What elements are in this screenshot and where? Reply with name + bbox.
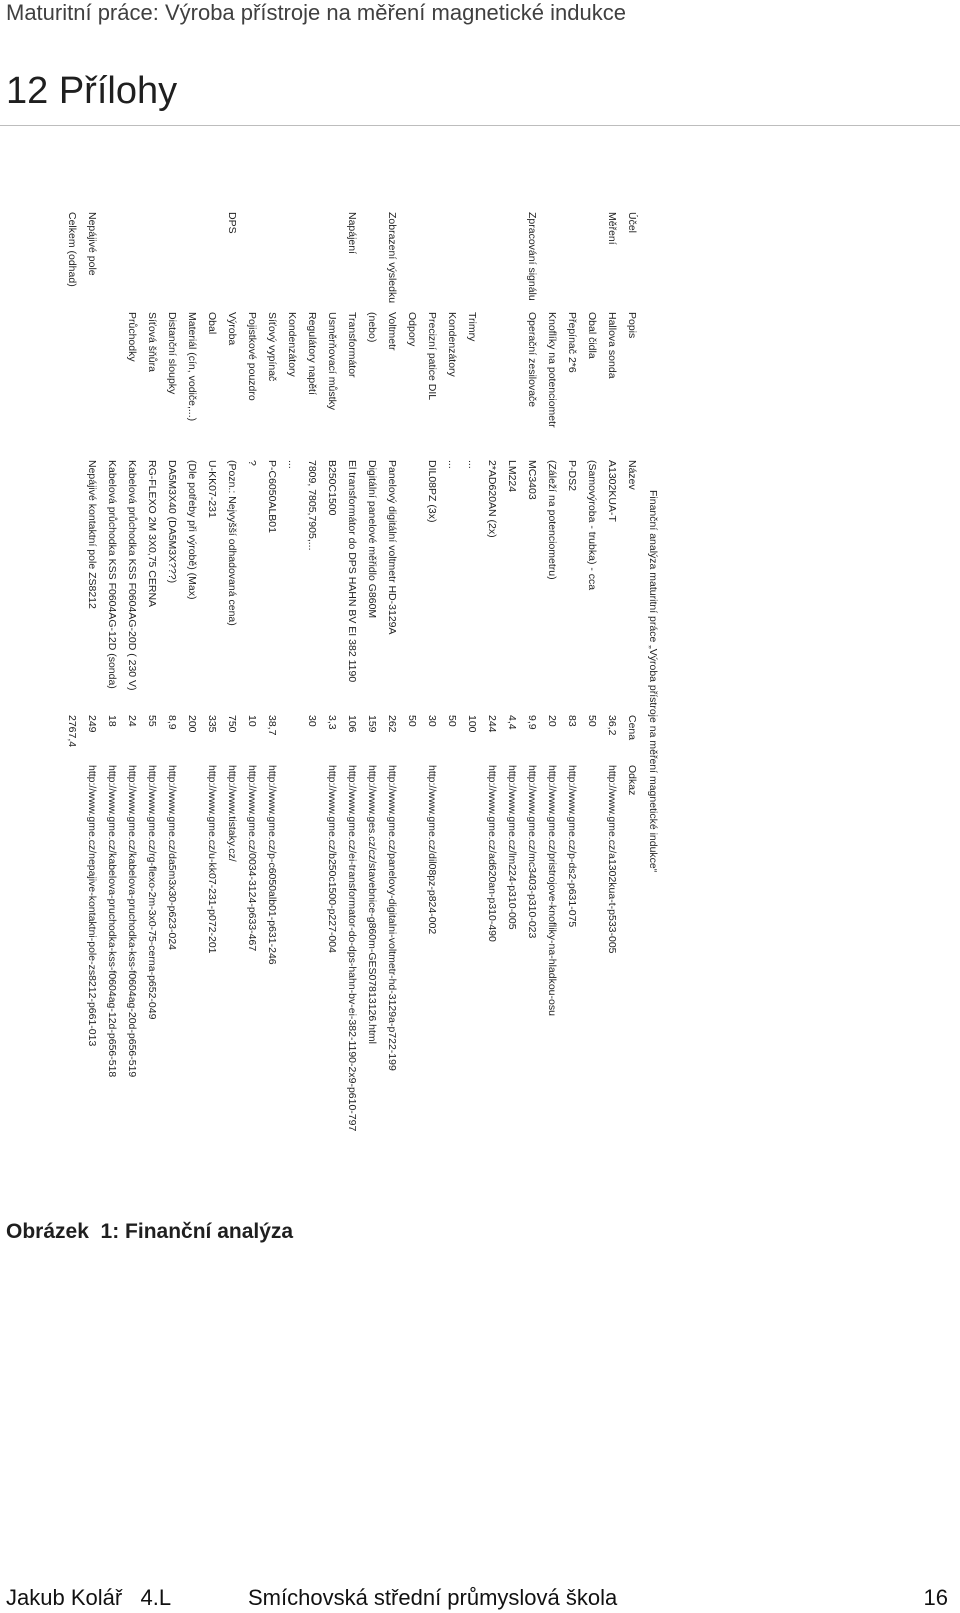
- table-cell: http://www.gme.cz/pristrojove-knofliky-na-hladkou-osu: [546, 765, 558, 1016]
- footer-school: Smíchovská střední průmyslová škola: [248, 1585, 618, 1610]
- table-row: [582, 200, 602, 1140]
- table-cell: P-DS2: [566, 460, 578, 491]
- table-cell: Panelový digitální voltmetr HD-3129A: [386, 460, 398, 635]
- table-cell: 3,3: [326, 715, 338, 730]
- table-row: [202, 200, 222, 1140]
- table-cell: Průchodky: [126, 312, 138, 362]
- table-cell: Regulátory napětí: [306, 312, 318, 395]
- table-row: [422, 200, 442, 1140]
- table-cell: (Pozn.: Nejvyšší odhadovaná cena): [226, 460, 238, 626]
- table-cell: Přepínač 2*6: [566, 312, 578, 373]
- table-cell: 2767,4: [66, 715, 78, 748]
- table-row: [502, 200, 522, 1140]
- table-cell: DPS: [226, 212, 238, 234]
- table-cell: ...: [286, 460, 298, 469]
- table-row: [82, 200, 102, 1140]
- table-cell: Síťová šňůra: [146, 312, 158, 372]
- table-row: [282, 200, 302, 1140]
- table-cell: Kabelová průchodka KSS F0604AG-12D (sonda): [106, 460, 118, 689]
- table-cell: Nepájivé pole: [86, 212, 98, 276]
- table-row: [322, 200, 342, 1140]
- table-cell: Měření: [606, 212, 618, 245]
- table-cell: Kondenzátory: [446, 312, 458, 377]
- table-cell: 2*AD620AN (2x): [486, 460, 498, 538]
- table-cell: 100: [466, 715, 478, 733]
- table-cell: MC3403: [526, 460, 538, 500]
- table-cell: Distanční sloupky: [166, 312, 178, 395]
- table-row: [522, 200, 542, 1140]
- table-cell: DA5M3X40 (DA5M3X???): [166, 460, 178, 584]
- table-row: [342, 200, 362, 1140]
- table-cell: Obal čidla: [586, 312, 598, 359]
- table-cell: Výroba: [226, 312, 238, 346]
- table-cell: Celkem (odhad): [66, 212, 78, 287]
- table-cell: (nebo): [366, 312, 378, 343]
- table-cell: 50: [446, 715, 458, 727]
- table-cell: A1302KUA-T: [606, 460, 618, 522]
- table-cell: 20: [546, 715, 558, 727]
- table-cell: http://www.gme.cz/kabelova-pruchodka-kss-f0604ag-12d-p656-518: [106, 765, 118, 1078]
- table-cell: 30: [306, 715, 318, 727]
- table-cell: Transformátor: [346, 312, 358, 378]
- table-cell: http://www.gme.cz/a1302kua-t-p533-005: [606, 765, 618, 954]
- table-cell: 106: [346, 715, 358, 733]
- table-cell: 200: [186, 715, 198, 733]
- financial-analysis-figure: [8, 200, 664, 1140]
- table-cell: 83: [566, 715, 578, 727]
- table-cell: 55: [146, 715, 158, 727]
- table-cell: 24: [126, 715, 138, 727]
- table-cell: Materiál (cín, vodiče,...): [186, 312, 198, 422]
- table-row: [222, 200, 242, 1140]
- table-cell: http://www.gme.cz/dil08pz-p824-002: [426, 765, 438, 935]
- table-cell: 159: [366, 715, 378, 733]
- table-cell: 50: [406, 715, 418, 727]
- table-cell: http://www.gme.cz/nepajive-kontaktni-pole-zs8212-p661-013: [86, 765, 98, 1047]
- table-cell: 249: [86, 715, 98, 733]
- table-cell: RG-FLEXO 2M 3X0,75 CERNA: [146, 460, 158, 608]
- table-cell: http://www.gme.cz/panelovy-digitalni-voltmetr-hd-3129a-p722-199: [386, 765, 398, 1071]
- table-cell: Hallova sonda: [606, 312, 618, 379]
- table-cell: Kondenzátory: [286, 312, 298, 377]
- table-cell: 10: [246, 715, 258, 727]
- table-cell: http://www.ges.cz/cz/stavebnice-g860m-GES07813126.html: [366, 765, 378, 1044]
- table-cell: ?: [246, 460, 258, 466]
- table-cell: (Samovýroba - trubka) - cca: [586, 460, 598, 591]
- table-cell: (Dle potřeby při výrobě) (Max): [186, 460, 198, 600]
- table-cell: Název: [626, 460, 638, 490]
- table-cell: Usměrňovací můstky: [326, 312, 338, 411]
- rotated-spreadsheet: [8, 200, 664, 1140]
- table-cell: Pojistkové pouzdro: [246, 312, 258, 401]
- table-cell: Digitální panelové měřidlo G860M: [366, 460, 378, 619]
- table-cell: http://www.gme.cz/da5m3x30-p623-024: [166, 765, 178, 951]
- sheet-title: Finanční analýza maturitní práce „Výroba přístroje na měření magnetické indukce“: [647, 490, 659, 873]
- table-cell: ...: [466, 460, 478, 469]
- table-cell: http://www.gme.cz/u-kk07-231-p072-201: [206, 765, 218, 954]
- table-cell: 7809, 7805,7905,...: [306, 460, 318, 551]
- table-cell: Popis: [626, 312, 638, 339]
- table-row: [482, 200, 502, 1140]
- table-cell: B250C1500: [326, 460, 338, 516]
- table-cell: Obal: [206, 312, 218, 335]
- table-cell: http://www.gme.cz/p-ds2-p631-075: [566, 765, 578, 928]
- table-cell: http://www.gme.cz/ei-transformator-do-dps-hahn-bv-ei-382-1190-2x9-p610-797: [346, 765, 358, 1132]
- table-cell: 18: [106, 715, 118, 727]
- table-row: [162, 200, 182, 1140]
- table-cell: LM224: [506, 460, 518, 493]
- table-row: [542, 200, 562, 1140]
- table-cell: 9,9: [526, 715, 538, 730]
- table-cell: (Záleží na potenciometru): [546, 460, 558, 580]
- table-row: [362, 200, 382, 1140]
- table-row: [102, 200, 122, 1140]
- chapter-title: 12 Přílohy: [6, 70, 178, 112]
- table-cell: http://www.gme.cz/ad620an-p310-490: [486, 765, 498, 942]
- table-cell: http://www.gme.cz/lm224-p310-005: [506, 765, 518, 930]
- table-cell: 8,9: [166, 715, 178, 730]
- table-row: [402, 200, 422, 1140]
- table-cell: http://www.gme.cz/0034-3124-p633-467: [246, 765, 258, 952]
- page-footer: [0, 1585, 960, 1613]
- table-cell: Zpracování signálu: [526, 212, 538, 301]
- table-cell: Odkaz: [626, 765, 638, 796]
- table-row: [302, 200, 322, 1140]
- table-header-row: [622, 200, 642, 1140]
- table-cell: 262: [386, 715, 398, 733]
- title-divider: [0, 125, 960, 126]
- table-cell: http://www.gme.cz/b250c1500-p227-004: [326, 765, 338, 953]
- table-row: [382, 200, 402, 1140]
- table-row: [262, 200, 282, 1140]
- table-cell: El transformátor do DPS HAHN BV EI 382 1190: [346, 460, 358, 683]
- table-cell: Cena: [626, 715, 638, 741]
- table-cell: 244: [486, 715, 498, 733]
- table-cell: ...: [446, 460, 458, 469]
- figure-caption: Obrázek 1: Finanční analýza: [6, 1220, 294, 1243]
- table-cell: 38,7: [266, 715, 278, 736]
- table-cell: Trimry: [466, 312, 478, 342]
- table-cell: 750: [226, 715, 238, 733]
- table-row: [242, 200, 262, 1140]
- table-cell: Knoflíky na potenciometr: [546, 312, 558, 428]
- table-cell: Precizní patice DIL: [426, 312, 438, 401]
- table-cell: http://www.gme.cz/p-c6050alb01-p631-246: [266, 765, 278, 965]
- table-row: [562, 200, 582, 1140]
- table-cell: 50: [586, 715, 598, 727]
- table-cell: Účel: [626, 212, 638, 234]
- table-cell: Nepájivé kontaktní pole ZS8212: [86, 460, 98, 609]
- table-row: [462, 200, 482, 1140]
- running-header: Maturitní práce: Výroba přístroje na měření magnetické indukce: [6, 0, 626, 25]
- table-row: [142, 200, 162, 1140]
- table-cell: 335: [206, 715, 218, 733]
- table-cell: DIL08PZ (3x): [426, 460, 438, 523]
- table-cell: U-KK07-231: [206, 460, 218, 518]
- table-cell: Odpory: [406, 312, 418, 347]
- table-cell: http://www.gme.cz/kabelova-pruchodka-kss-f0604ag-20d-p656-519: [126, 765, 138, 1078]
- table-cell: Kabelová průchodka KSS F0604AG-20D ( 230 V): [126, 460, 138, 691]
- table-cell: http://www.gme.cz/rg-flexo-2m-3x0-75-cerna-p652-049: [146, 765, 158, 1020]
- table-cell: Síťový vypínač: [266, 312, 278, 382]
- table-cell: 36,2: [606, 715, 618, 736]
- page-number: 16: [923, 1585, 948, 1610]
- table-cell: Zobrazení výsledku: [386, 212, 398, 304]
- table-row: [602, 200, 622, 1140]
- table-row: [182, 200, 202, 1140]
- table-cell: Napájení: [346, 212, 358, 255]
- table-cell: Operační zesilovače: [526, 312, 538, 408]
- table-cell: 30: [426, 715, 438, 727]
- table-row: [442, 200, 462, 1140]
- table-cell: P-C6050ALB01: [266, 460, 278, 533]
- table-cell: Voltmetr: [386, 312, 398, 351]
- table-cell: http://www.gme.cz/mc3403-p310-023: [526, 765, 538, 939]
- footer-author: Jakub Kolář 4.L: [6, 1585, 172, 1610]
- table-row: [62, 200, 82, 1140]
- table-row: [122, 200, 142, 1140]
- table-cell: http://www.tistaky.cz/: [226, 765, 238, 862]
- table-cell: 4,4: [506, 715, 518, 730]
